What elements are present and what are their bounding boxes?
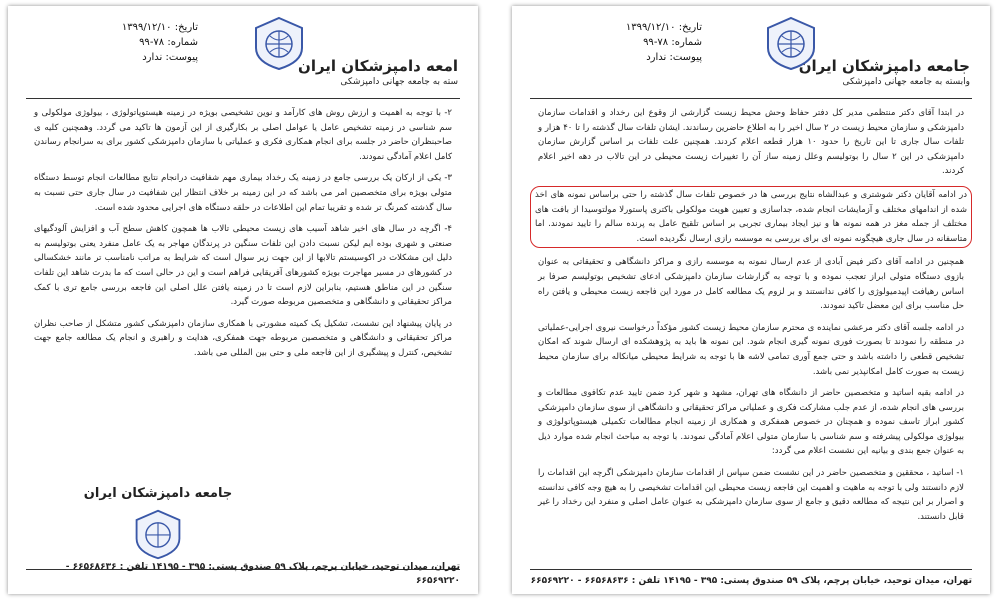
org-subtitle: سته به جامعه جهانی دامپزشکی [340, 77, 458, 87]
signature-org-name: جامعه دامپزشکان ایران [83, 486, 233, 501]
paragraph: ۳- یکی از ارکان یک بررسی جامع در زمینه یک رخداد بیماری مهم شفافیت درانجام نتایج مطالعات انجام توسط دستگاه متولی بویژه برای متخصصین امر می باشد که در این زمینه بر خلاف انتظار این شفافیت در سال جاری حتی نسبت به سال گذشته کمرنگ تر شده و تقریبا تمام این اطلاعات در حلقه دستگاه های اجرایی محدود شده است. [34, 173, 452, 213]
letter-page-1 [512, 6, 990, 594]
org-subtitle: وابسته به جامعه جهانی دامپزشکی [842, 77, 970, 87]
paragraph: ۱- اساتید ، محققین و متخصصین حاضر در این نشست ضمن سپاس از اقدامات سازمان دامپزشکی اگرچه این اقدامات را لازم دانستند ولی با توجه به ماهیت و اهمیت این فاجعه زیست محیطی این اقدامات تشخیصی را به هیچ وجه کافی ندانسته و اصرار بر این نتیجه که مطالعه دقیق و جامع از سوی سازمان دامپزشکی به عنوان عامل اصلی و منفرد این رخداد را غیر قابل دانستند. [538, 468, 964, 522]
org-name: جامعه دامپزشکان ایران [798, 57, 970, 75]
org-name: امعه دامپزشکان ایران [298, 57, 458, 75]
letter-footer: تهران، میدان توحید، خیابان پرچم، پلاک ۵۹ صندوق پستی: ۳۹۵ - ۱۴۱۹۵ تلفن : ۶۶۵۶۸۶۳۶ - ۶۶۵۶۹۲۲۰ [65, 562, 460, 586]
signature-block [68, 486, 248, 561]
letter-number: شماره: ۷۸-۹۹ [139, 37, 198, 48]
letter-body [535, 106, 967, 531]
letter-attachment: پیوست: ندارد [646, 52, 702, 63]
paragraph: ۲- با توجه به اهمیت و ارزش روش های کارآمد و نوین تشخیصی بویژه در زمینه هیستوپاتولوژی ، بیولوژی مولکولی و سم شناسی در زمینه تشخیص عامل یا عوامل اصلی بر بکارگیری از این آزمون ها تاکید می گردد. وهمچنین کلیه ی صاحبنظران حاضر در جلسه برای انجام همکاری فکری و عملیاتی با سازمان دامپزشکی کشور برای به سرانجام رساندن کامل اعلام آمادگی نمودند. [34, 108, 452, 162]
org-header [799, 56, 970, 89]
paragraph: در ادامه بقیه اساتید و متخصصین حاضر از دانشگاه های تهران، مشهد و شهر کرد ضمن تایید عدم تکافوی مطالعات و بررسی های انجام شده، از عدم جلب مشارکت فکری و عملیاتی مراکز تحقیقاتی و دانشگاهی از سوی سازمان دامپزشکی کشور ابراز تاسف نموده و همچنان در خصوص همفکری و همکاری از زمینه انجام مطالعات تکمیلی هیستوپاتولوژی و بیولوژی مولکولی پیشرفته و سم شناسی با سازمان متولی اعلام آمادگی نمودند. با توجه به مباحث انجام شده موارد ذیل به عنوان جمع بندی و بیانیه این نشست اعلام می گردد: [538, 388, 964, 457]
header-divider [26, 98, 460, 99]
letter-date: تاریخ: ۱۳۹۹/۱۲/۱۰ [121, 22, 198, 33]
letter-footer: تهران، میدان توحید، خیابان پرچم، پلاک ۵۹ صندوق پستی: ۳۹۵ - ۱۴۱۹۵ تلفن : ۶۶۵۶۸۶۳۶ - ۶۶۵۶۹۲۲۰ [530, 576, 972, 586]
letter-meta [542, 20, 702, 65]
org-header [298, 56, 458, 89]
paragraph: در ادامه جلسه آقای دکتر مرعشی نماینده ی محترم سازمان محیط زیست کشور مؤکداً درخواست نیروی اجرایی-عملیاتی در منطقه را نمودند تا بصورت فوری نمونه گیری انجام شود. این نمونه ها باید به پژوهشکده ای ارسال شوند که امکان تشخیص قطعی را داشته باشد و حتی جمع آوری تمامی لاشه ها با توجه به شرایط محیطی میانکاله برای سازمان محیط زیست به صورت کامل امکانپذیر نمی باشد. [538, 322, 964, 377]
letter-number: شماره: ۷۸-۹۹ [643, 37, 702, 48]
letter-attachment: پیوست: ندارد [142, 52, 198, 63]
paragraph: همچنین در ادامه آقای دکتر فیض آبادی از عدم ارسال نمونه به موسسه رازی و مراکز دانشگاهی و تحقیقاتی به عنوان بازوی دستگاه متولی ابراز تعجب نموده و با توجه به گزارشات سازمان دامپزشکی ادعای تشخیص بوتولیسم صرفا بر اساس رهیافت اپیدمیولوژی را کافی ندانستند و بر لزوم یک مطالعه کامل در مورد این فاجعه زیست محیطی و یافتن راه حل مناسب برای این معضل تاکید نمودند. [538, 257, 964, 312]
letter-body [34, 106, 452, 368]
footer-divider [530, 569, 972, 570]
letter-date: تاریخ: ۱۳۹۹/۱۲/۱۰ [625, 22, 702, 33]
highlighted-paragraph: در ادامه آقایان دکتر شوشتری و عبدالشاه نتایج بررسی ها در خصوص تلفات سال گذشته را حتی براساس نمونه های اخذ شده از اندامهای مختلف و آزمایشات انجام شده، جداسازی و تعیین هویت مولکولی باکتری پاستورلا مولتوسیدا از بافت های مختلف از جمله مغز در همه نمونه ها و نیز ایجاد بیماری تجربی بر اساس تلقیح عامل به پرنده سالم را تایید نمودند. اما متاسفانه در سال جاری هیچگونه نمونه ای برای بررسی به موسسه رازی ارسال نگردیده است. [530, 186, 972, 248]
association-seal-icon [128, 507, 188, 561]
paragraph: ۴- اگرچه در سال های اخیر شاهد آسیب های زیست محیطی تالاب ها همچون کاهش سطح آب و افزایش آلودگیهای صنعتی و شهری بوده ایم لیکن نسبت دادن این تلفات سنگین در پرندگان مهاجر به یک عامل منفرد یعنی بوتولیسم به دلیل این مشکلات در اکوسیستم تالابها از این جهت زیر سوال است که شرایط به مراتب نامناسب تر مانند خشکسالی در کشورهای در مسیر مهاجرت بویژه کشورهای آفریقایی فراهم است و این در حالی است که ما بدرت شاهد این تلفات سنگین در این مناطق هستیم، بنابراین لازم است تا در زمینه یافتن علل اصلی این فاجعه بررسی جامع تری با کمک مراکز تحقیقاتی و دانشگاهی و متخصصین مربوطه صورت گیرد. [34, 224, 452, 308]
paragraph: در پایان پیشنهاد این نشست، تشکیل یک کمیته مشورتی با همکاری سازمان دامپزشکی کشور متشکل از صاحب نظران مراکز تحقیقاتی و دانشگاهی و متخصصین مربوطه جهت همفکری، هدایت و راهبری و انجام یک مطالعه جامع جهت تشخیص، کنترل و پیشگیری از این فاجعه ملی و حتی بین المللی می باشد. [34, 318, 452, 358]
paragraph: در ابتدا آقای دکتر منتظمی مدیر کل دفتر حفاظ وحش محیط زیست گزارشی از وقوع این رخداد و اقدامات سازمان دامپزشکی و سازمان محیط زیست در ۲ سال اخیر را به اطلاع حاضرین رساندند. ایشان تلفات سال گذشته را تا ۴۰ هزار و تلفات سال جاری تا این تاریخ را حدود ۱۰ هزار قطعه اعلام کردند. همچنین علت تلفات بر اساس گزارش سازمان دامپزشکی در این ۲ سال را بوتولیسم وعلل زمینه ساز آن را تغییرات زیست محیطی در این تالاب در دهه اخیر اعلام کردند. [538, 108, 965, 177]
header-divider [530, 98, 972, 99]
letter-page-2 [8, 6, 478, 594]
letter-meta [38, 20, 198, 65]
